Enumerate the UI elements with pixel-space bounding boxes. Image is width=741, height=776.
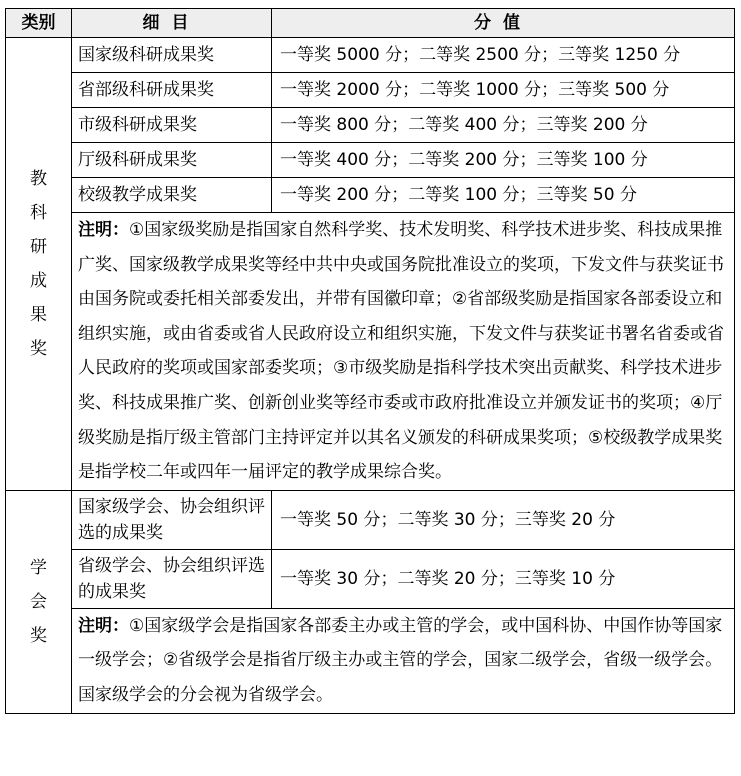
score-cell: 一等奖 5000 分；二等奖 2500 分；三等奖 1250 分 <box>272 38 735 73</box>
category-society <box>6 490 72 713</box>
award-scoring-table <box>5 8 735 714</box>
category-char: 科 <box>30 202 47 223</box>
item-cell: 省级学会、协会组织评选的成果奖 <box>72 549 272 608</box>
category-char: 研 <box>30 236 47 257</box>
item-cell: 省部级科研成果奖 <box>72 73 272 108</box>
category-research <box>6 38 72 491</box>
table-row <box>6 73 735 108</box>
category-char: 果 <box>30 304 47 325</box>
header-score: 分值 <box>272 9 735 38</box>
score-cell: 一等奖 800 分；二等奖 400 分；三等奖 200 分 <box>272 108 735 143</box>
table-row <box>6 178 735 213</box>
category-char: 奖 <box>30 338 47 359</box>
score-cell: 一等奖 200 分；二等奖 100 分；三等奖 50 分 <box>272 178 735 213</box>
score-cell: 一等奖 30 分；二等奖 20 分；三等奖 10 分 <box>272 549 735 608</box>
category-char: 会 <box>30 591 47 612</box>
note-label: 注明： <box>78 220 129 240</box>
note-label: 注明： <box>78 615 129 636</box>
research-note <box>72 213 735 491</box>
table-row <box>6 143 735 178</box>
score-cell: 一等奖 2000 分；二等奖 1000 分；三等奖 500 分 <box>272 73 735 108</box>
header-category: 类别 <box>6 9 72 38</box>
score-cell: 一等奖 50 分；二等奖 30 分；三等奖 20 分 <box>272 490 735 549</box>
score-cell: 一等奖 400 分；二等奖 200 分；三等奖 100 分 <box>272 143 735 178</box>
table-row <box>6 549 735 608</box>
item-cell: 市级科研成果奖 <box>72 108 272 143</box>
note-text: ①国家级奖励是指国家自然科学奖、技术发明奖、科学技术进步奖、科技成果推广奖、国家级教学成果奖等经中共中央或国务院批准设立的奖项，下发文件与获奖证书由国务院或委托相关部委发出，并带有国徽印章；②省部级奖励是指国家各部委设立和组织实施，或由省委或省人民政府设立和组织实施，下发文件与获奖证书署名省委或省人民政府的奖项或国家部委奖项；③市级奖励是指科学技术突出贡献奖、科学技术进步奖、科技成果推广奖、创新创业奖等经市委或市政府批准设立并颁发证书的奖项；④厅级奖励是指厅级主管部门主持评定并以其名义颁发的科研成果奖项；⑤校级教学成果奖是指学校二年或四年一届评定的教学成果综合奖。 <box>78 220 724 483</box>
category-char: 成 <box>30 270 47 291</box>
note-row-research <box>6 213 735 491</box>
table-row <box>6 38 735 73</box>
note-row-society <box>6 608 735 713</box>
category-char: 奖 <box>30 625 47 646</box>
header-detail: 细目 <box>72 9 272 38</box>
category-char: 教 <box>30 168 47 189</box>
note-text: ①国家级学会是指国家各部委主办或主管的学会，或中国科协、中国作协等国家一级学会；②省级学会是指省厅级主办或主管的学会，国家二级学会，省级一级学会。国家级学会的分会视为省级学会。 <box>78 615 723 705</box>
item-cell: 厅级科研成果奖 <box>72 143 272 178</box>
item-cell: 国家级学会、协会组织评选的成果奖 <box>72 490 272 549</box>
category-char: 学 <box>30 557 47 578</box>
item-cell: 校级教学成果奖 <box>72 178 272 213</box>
table-row <box>6 490 735 549</box>
header-row <box>6 9 735 38</box>
item-cell: 国家级科研成果奖 <box>72 38 272 73</box>
society-note <box>72 608 735 713</box>
table-row <box>6 108 735 143</box>
